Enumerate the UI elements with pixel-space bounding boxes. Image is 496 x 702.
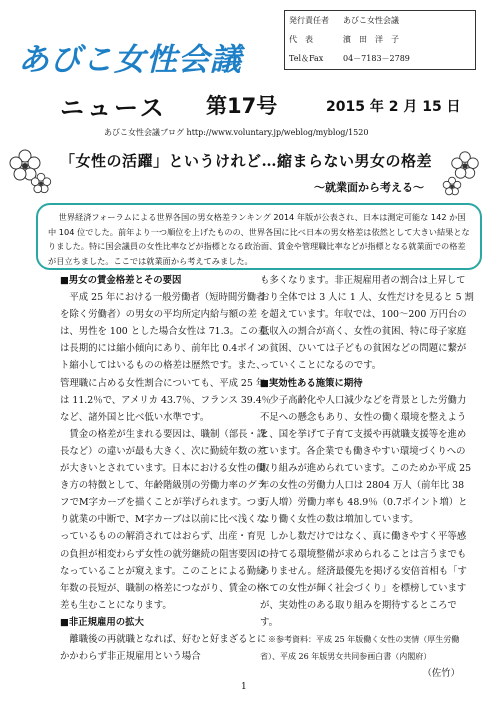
paragraph: しかし数だけではなく、真に働きやすく平等感の持てる環境整備が求められることは言うまでもありません。経済最優先を掲げる安倍首相も「すべての女性が輝く社会づくり」を標榜していますが、実効性のある取り組みを期待するところです。 [260,531,467,628]
section-heading: ■非正規雇用の拡大 [60,616,144,628]
subheadline: ～就業面から考える～ [314,181,424,194]
blog-link[interactable]: あびこ女性会議ブログ http://www.voluntary.jp/weblog/myblog/1520 [104,128,369,137]
publisher-row: 発行責任者 あびこ女性会議 [289,16,399,25]
representative-row: 代 表 濱 田 洋 子 [289,35,399,44]
news-label: ニュース [60,94,167,122]
summary-box: 世界経済フォーラムによる世界各国の男女格差ランキング 2014 年版が公表され、日本は測定可能な 142 か国中 104 位でした。前年より一つ順位を上げたものの、世界各国に比べ日本の男女格差は依然として大きい結果となりました。特に国会議員の女性比率などが指標となる政治面、賃金や管理職比率などが指標となる就業面での格差が目立ちました。ここでは就業面から考えてみました。 [36,203,482,270]
tel-fax-row: Tel＆Fax 04－7183－2789 [289,54,410,63]
paragraph: 少子高齢化や人口減少などを背景とした労働力不足への懸念もあり、女性の働く環境を整えようと、国を挙げて子育て支援や再就職支援等を進めています。各企業でも働きやすい環境づくりへの取り組みが進められています。このためか平成 25 年の女性の労働力人口は 2804 万人（前年比 38 万人増）労働力率も 48.9％（0.7ポイント増）となり働く女性の数は増加しています。 [260,394,472,526]
headline: 「女性の活躍」というけれど…縮まらない男女の格差 [60,152,433,170]
issue-date: 2015 年 2 月 15 日 [326,99,461,115]
paragraph: 離職後の再就職となれば、好むと好まざるとにかかわらず非正規雇用という場合 [60,633,267,663]
page-number: 1 [241,682,247,692]
newsletter-title: あびこ女性会議 [18,42,242,78]
author-signature: （佐竹） [422,667,460,679]
flower-icon [30,172,52,194]
paragraph: も多くなります。非正規雇用者の割合は上昇しており全体では 3 人に 1 人、女性だけを見ると 5 割を超えています。年収では、100～200 万円台の低収入の割合が高く、女性の貧困、特に母子家庭の貧困、ひいては子どもの貧困などの問題に繋がっていくことになるのです。 [260,275,474,372]
reference-note: ※参考資料：平成 25 年版働く女性の実情（厚生労働省）、平成 26 年版男女共同参画白書（内閣府） [260,634,460,661]
paragraph: 平成 25 年における一般労働者（短時間労働者を除く労働者）の男女の平均所定内給与額の差は、男性を 100 とした場合女性は 71.3。この差は長期的には縮小傾向にあり、前年比 0.4ポイント縮小してはいるものの格差は歴然です。また、管理職に占める女性割合についても、平成 25 年は 11.2％で、アメリカ 43.7％、フランス 39.4％など、諸外国と比べ低い水準です。 [60,292,272,423]
flower-icon [442,176,462,196]
section-heading: ■実効性ある施策に期待 [260,377,363,389]
right-column [260,272,474,682]
paragraph: 賃金の格差が生まれる要因は、職制（部長・課長など）の違いが最も大きく、次に勤続年数の差が大きいとされています。日本における女性の働き方の特徴として、年齢階級別の労働力率のグラフでM字カーブを描くことが挙げられます。つまり就業の中断で、M字カーブは以前に比べ浅くなっているものの解消されてはおらず、出産・育児の負担が相変わらず女性の就労継続の阻害要因になっていることが窺えます。このことによる勤続年数の長短が、職制の格差につながり、賃金の格差も生むことになります。 [60,428,267,611]
publisher-info-box [284,10,476,70]
left-column [60,272,274,665]
section-heading: ■男女の賃金格差とその要因 [60,275,182,286]
issue-number: 第17号 [206,94,278,118]
